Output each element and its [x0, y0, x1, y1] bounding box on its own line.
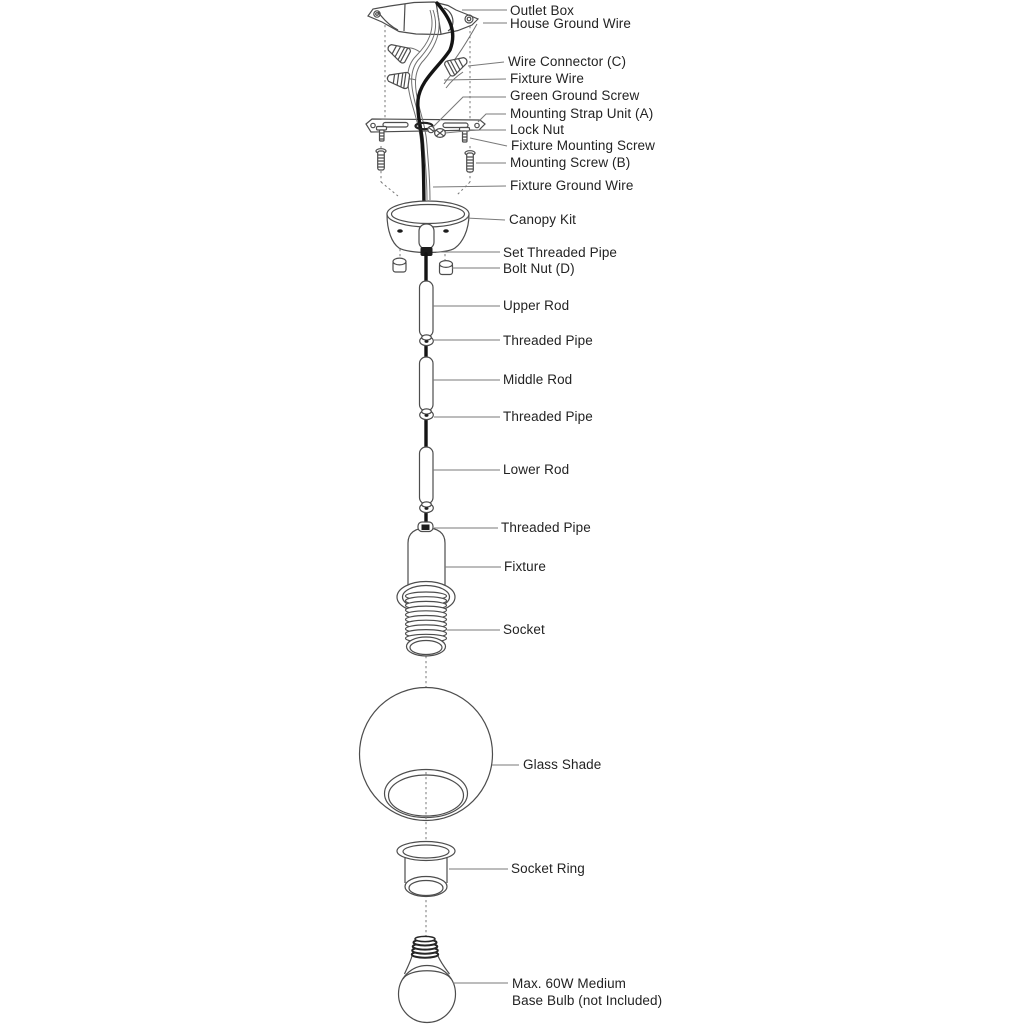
- threaded-pipe-joint: [420, 335, 434, 346]
- label-upper-rod: Upper Rod: [503, 298, 570, 313]
- leader-lines: [433, 10, 519, 983]
- threaded-pipe-joint: [420, 502, 434, 513]
- socket-ring-drawing: [397, 842, 455, 897]
- label-bulb-note-line1: Max. 60W Medium: [512, 976, 627, 991]
- label-fixture-ground-wire: Fixture Ground Wire: [510, 178, 634, 193]
- outlet-box-drawing: [368, 2, 478, 35]
- house-wires-drawing: [401, 3, 477, 228]
- label-socket-ring: Socket Ring: [511, 861, 585, 876]
- label-fixture-mounting-screw: Fixture Mounting Screw: [511, 138, 656, 153]
- bulb-drawing: [399, 936, 456, 1022]
- lower-rod-drawing: [420, 447, 434, 504]
- label-bulb-note-line2: Base Bulb (not Included): [512, 993, 663, 1008]
- rods-drawing: [420, 281, 434, 513]
- bolt-nuts-drawing: [393, 258, 453, 274]
- label-green-ground-screw: Green Ground Screw: [510, 88, 640, 103]
- label-fixture-wire: Fixture Wire: [510, 71, 584, 86]
- lock-nut-drawing: [435, 129, 446, 138]
- label-outlet-box: Outlet Box: [510, 3, 575, 18]
- threaded-pipe-joint: [420, 409, 434, 420]
- set-threaded-pipe-drawing: [419, 224, 434, 249]
- label-wire-connector-c: Wire Connector (C): [508, 54, 627, 69]
- label-mounting-strap-unit-a: Mounting Strap Unit (A): [510, 106, 654, 121]
- label-threaded-pipe-2: Threaded Pipe: [503, 409, 593, 424]
- label-threaded-pipe-1: Threaded Pipe: [503, 333, 593, 348]
- upper-rod-drawing: [420, 281, 434, 337]
- green-ground-screw-drawing: [428, 126, 434, 132]
- label-canopy-kit: Canopy Kit: [509, 212, 577, 227]
- label-set-threaded-pipe: Set Threaded Pipe: [503, 245, 618, 260]
- label-bolt-nut-d: Bolt Nut (D): [503, 261, 575, 276]
- wire-connector-icon: [386, 70, 410, 89]
- label-house-ground-wire: House Ground Wire: [510, 16, 631, 31]
- glass-shade-drawing: [360, 688, 493, 843]
- label-lock-nut: Lock Nut: [510, 122, 565, 137]
- label-glass-shade: Glass Shade: [523, 757, 602, 772]
- socket-drawing: [397, 582, 455, 657]
- wire-connector-icon: [385, 40, 412, 64]
- label-threaded-pipe-3: Threaded Pipe: [501, 520, 591, 535]
- wire-connectors-drawing: [385, 40, 471, 89]
- fixture-drawing: [408, 522, 445, 590]
- house-black-wire: [418, 3, 453, 228]
- label-fixture: Fixture: [504, 559, 546, 574]
- canopy-drawing: [387, 201, 469, 256]
- middle-rod-drawing: [420, 357, 434, 411]
- label-mounting-screw-b: Mounting Screw (B): [510, 155, 631, 170]
- label-middle-rod: Middle Rod: [503, 372, 573, 387]
- label-socket: Socket: [503, 622, 545, 637]
- label-lower-rod: Lower Rod: [503, 462, 570, 477]
